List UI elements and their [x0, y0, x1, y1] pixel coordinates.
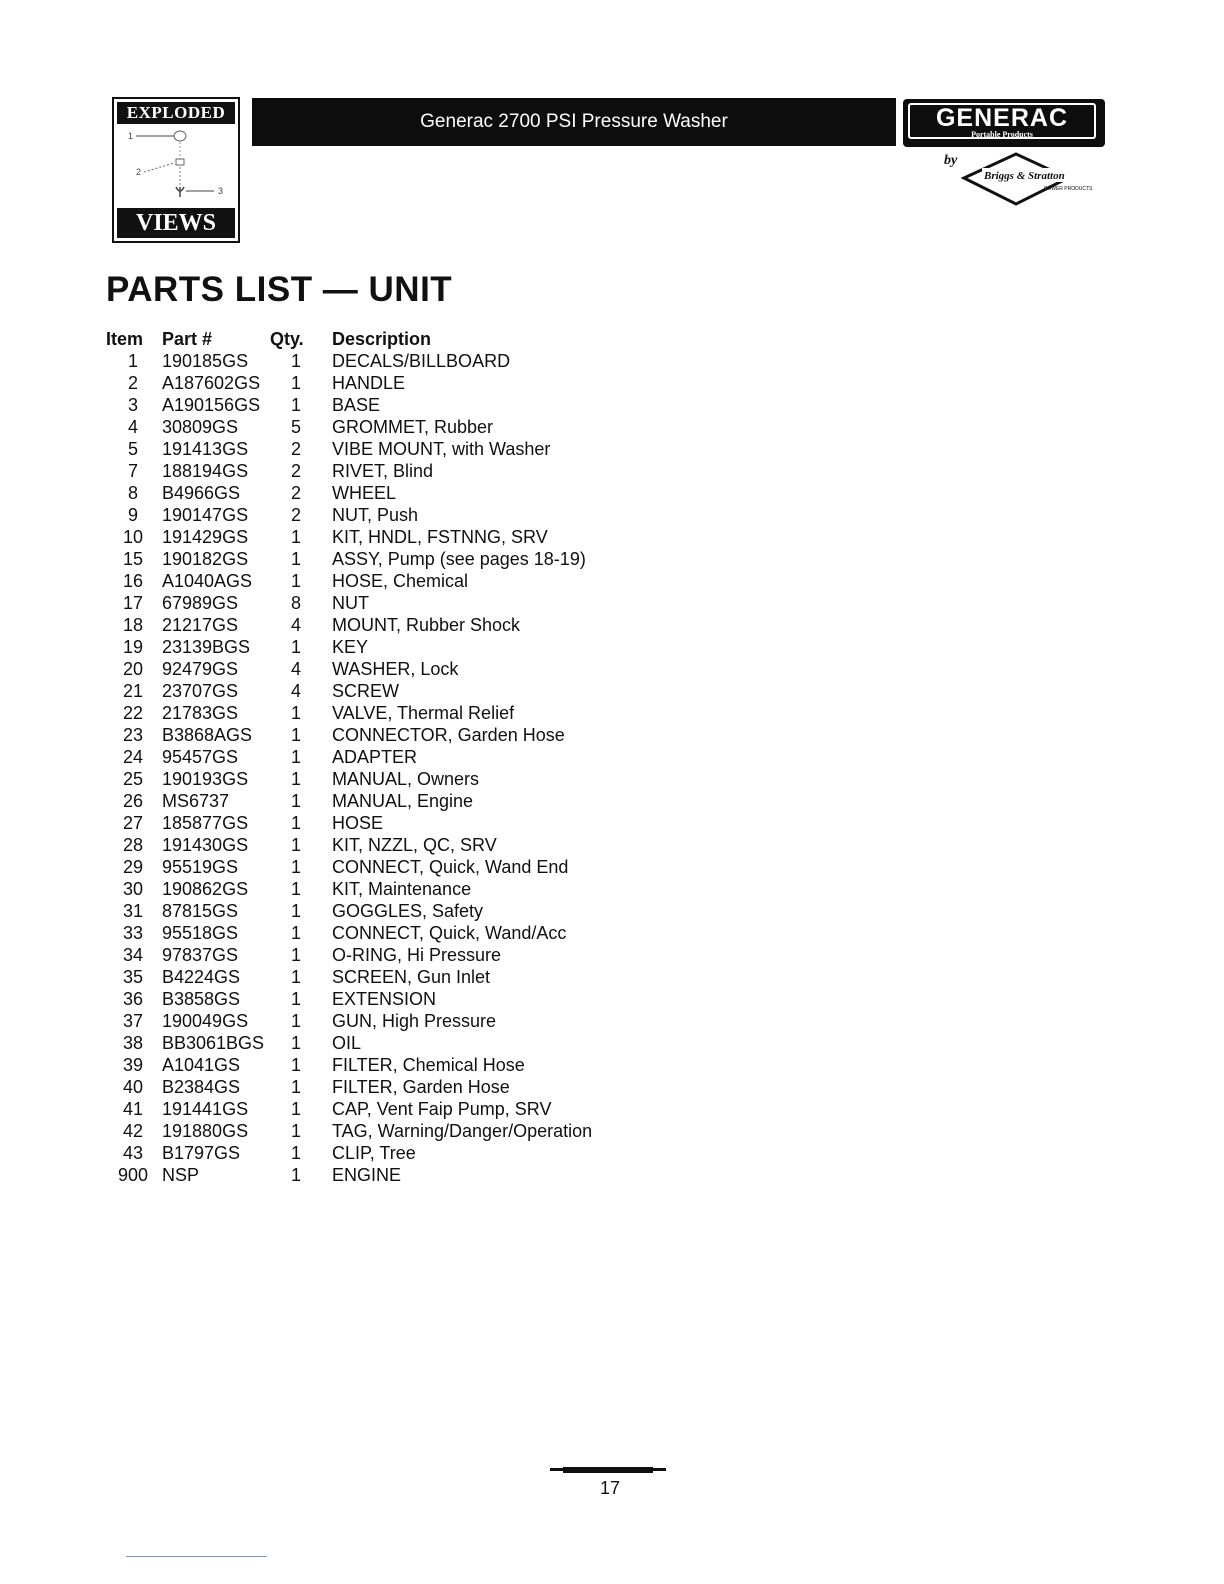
table-row: [106, 1076, 632, 1098]
cell-qty: 1: [290, 1099, 301, 1119]
table-row: [106, 1098, 632, 1120]
table-row: [106, 614, 632, 636]
table-row: [106, 350, 632, 372]
cell-description: CAP, Vent Faip Pump, SRV: [332, 1099, 552, 1119]
cell-description: WASHER, Lock: [332, 659, 459, 679]
cell-description: HOSE, Chemical: [332, 571, 469, 591]
cell-item: 37: [122, 1011, 144, 1031]
cell-qty: 1: [290, 527, 301, 547]
cell-item: 33: [122, 923, 144, 943]
cell-description: CONNECTOR, Garden Hose: [332, 725, 565, 745]
cell-description: EXTENSION: [332, 989, 437, 1009]
cell-part: 97837GS: [162, 945, 239, 965]
cell-item: 29: [122, 857, 144, 877]
cell-item: 3: [127, 395, 138, 415]
cell-description: VALVE, Thermal Relief: [332, 703, 515, 723]
cell-qty: 1: [290, 637, 301, 657]
cell-qty: 1: [290, 703, 301, 723]
table-row: [106, 900, 632, 922]
cell-part: 95519GS: [162, 857, 239, 877]
cell-qty: 1: [290, 1055, 301, 1075]
table-row: [106, 966, 632, 988]
cell-item: 28: [122, 835, 144, 855]
cell-description: CLIP, Tree: [332, 1143, 416, 1163]
cell-part: B2384GS: [162, 1077, 241, 1097]
cell-part: 21783GS: [162, 703, 239, 723]
table-row: [106, 988, 632, 1010]
cell-qty: 1: [290, 835, 301, 855]
cell-qty: 1: [290, 373, 301, 393]
table-row: [106, 944, 632, 966]
table-row: [106, 570, 632, 592]
cell-part: 190193GS: [162, 769, 249, 789]
table-row: [106, 416, 632, 438]
cell-description: GOGGLES, Safety: [332, 901, 484, 921]
cell-part: A1040AGS: [162, 571, 253, 591]
cell-qty: 1: [290, 1165, 301, 1185]
cell-part: 23139BGS: [162, 637, 251, 657]
table-row: [106, 834, 632, 856]
table-row: [106, 724, 632, 746]
header-part: Part #: [162, 329, 213, 349]
cell-item: 15: [122, 549, 144, 569]
cell-part: 190049GS: [162, 1011, 249, 1031]
cell-description: NUT: [332, 593, 369, 613]
cell-part: 190862GS: [162, 879, 249, 899]
cell-description: GUN, High Pressure: [332, 1011, 497, 1031]
document-title-bar: [252, 98, 896, 146]
callout-3: 3: [218, 186, 224, 196]
page-number: 17: [599, 1478, 621, 1498]
cell-part: B4966GS: [162, 483, 241, 503]
cell-part: 95457GS: [162, 747, 239, 767]
cell-item: 27: [122, 813, 144, 833]
cell-part: B1797GS: [162, 1143, 241, 1163]
cell-item: 900: [117, 1165, 149, 1185]
cell-qty: 5: [290, 417, 301, 437]
generac-logo: [903, 99, 1105, 147]
cell-item: 19: [122, 637, 144, 657]
table-row: [106, 526, 632, 548]
briggs-stratton-logo: [956, 150, 1106, 208]
cell-part: 23707GS: [162, 681, 239, 701]
cell-description: KIT, NZZL, QC, SRV: [332, 835, 497, 855]
cell-item: 25: [122, 769, 144, 789]
table-row: [106, 702, 632, 724]
cell-qty: 4: [290, 681, 301, 701]
table-row: [106, 680, 632, 702]
cell-qty: 1: [290, 879, 301, 899]
table-row: [106, 548, 632, 570]
cell-description: WHEEL: [332, 483, 397, 503]
cell-description: SCREW: [332, 681, 399, 701]
cell-qty: 1: [290, 395, 301, 415]
cell-item: 22: [122, 703, 144, 723]
table-row: [106, 922, 632, 944]
cell-description: MANUAL, Engine: [332, 791, 474, 811]
document-title: Generac 2700 PSI Pressure Washer: [420, 111, 728, 132]
cell-qty: 2: [290, 505, 301, 525]
cell-part: B4224GS: [162, 967, 241, 987]
views-label: VIEWS: [117, 208, 235, 238]
parts-table: [106, 328, 632, 1186]
cell-item: 26: [122, 791, 144, 811]
cell-qty: 1: [290, 813, 301, 833]
cell-qty: 1: [290, 945, 301, 965]
cell-item: 2: [127, 373, 138, 393]
cell-item: 21: [122, 681, 144, 701]
cell-part: 87815GS: [162, 901, 239, 921]
cell-qty: 1: [290, 769, 301, 789]
cell-part: 21217GS: [162, 615, 239, 635]
cell-description: NUT, Push: [332, 505, 419, 525]
cell-description: HOSE: [332, 813, 384, 833]
cell-description: FILTER, Chemical Hose: [332, 1055, 525, 1075]
cell-item: 43: [122, 1143, 144, 1163]
cell-description: O-RING, Hi Pressure: [332, 945, 502, 965]
table-row: [106, 592, 632, 614]
cell-item: 7: [127, 461, 138, 481]
cell-qty: 2: [290, 483, 301, 503]
cell-part: A1041GS: [162, 1055, 241, 1075]
cell-part: 191880GS: [162, 1121, 249, 1141]
cell-item: 16: [122, 571, 144, 591]
cell-qty: 1: [290, 1011, 301, 1031]
table-row: [106, 394, 632, 416]
cell-part: 30809GS: [162, 417, 239, 437]
cell-qty: 1: [290, 791, 301, 811]
cell-qty: 1: [290, 989, 301, 1009]
cell-description: ASSY, Pump (see pages 18-19): [332, 549, 586, 569]
cell-part: 190182GS: [162, 549, 249, 569]
cell-item: 35: [122, 967, 144, 987]
table-row: [106, 1142, 632, 1164]
callout-1: 1: [128, 131, 134, 141]
cell-part: 190185GS: [162, 351, 249, 371]
table-row: [106, 1164, 632, 1186]
exploded-diagram-icon: [124, 127, 228, 205]
table-row: [106, 812, 632, 834]
header-qty: Qty.: [270, 329, 304, 349]
table-row: [106, 790, 632, 812]
cell-qty: 1: [290, 725, 301, 745]
cell-item: 31: [122, 901, 144, 921]
cell-qty: 1: [290, 1077, 301, 1097]
parts-table-body: [106, 350, 632, 1186]
table-row: [106, 438, 632, 460]
cell-part: 190147GS: [162, 505, 249, 525]
cell-part: 185877GS: [162, 813, 249, 833]
cell-item: 42: [122, 1121, 144, 1141]
cell-item: 20: [122, 659, 144, 679]
cell-item: 30: [122, 879, 144, 899]
cell-description: KEY: [332, 637, 369, 657]
cell-description: ENGINE: [332, 1165, 402, 1185]
cell-qty: 1: [290, 351, 301, 371]
cell-item: 8: [127, 483, 138, 503]
cell-part: 67989GS: [162, 593, 239, 613]
cell-qty: 2: [290, 461, 301, 481]
cell-item: 38: [122, 1033, 144, 1053]
cell-qty: 1: [290, 747, 301, 767]
partner-sub: POWER PRODUCTS: [1044, 186, 1093, 192]
cell-qty: 1: [290, 1121, 301, 1141]
cell-item: 5: [127, 439, 138, 459]
callout-2: 2: [136, 167, 142, 177]
generac-logo-frame: [908, 103, 1096, 139]
cell-part: 191429GS: [162, 527, 249, 547]
table-row: [106, 372, 632, 394]
table-row: [106, 482, 632, 504]
cell-part: B3868AGS: [162, 725, 253, 745]
cell-qty: 1: [290, 571, 301, 591]
cell-description: MANUAL, Owners: [332, 769, 480, 789]
cell-item: 36: [122, 989, 144, 1009]
table-row: [106, 856, 632, 878]
cell-qty: 4: [290, 659, 301, 679]
cell-qty: 1: [290, 1143, 301, 1163]
cell-description: OIL: [332, 1033, 362, 1053]
table-row: [106, 1120, 632, 1142]
cell-qty: 1: [290, 967, 301, 987]
cell-item: 17: [122, 593, 144, 613]
cell-description: TAG, Warning/Danger/Operation: [332, 1121, 593, 1141]
table-row: [106, 1032, 632, 1054]
exploded-label: EXPLODED: [117, 102, 235, 124]
cell-qty: 1: [290, 1033, 301, 1053]
table-row: [106, 460, 632, 482]
partner-name: Briggs & Stratton: [984, 170, 1065, 182]
cell-description: CONNECT, Quick, Wand End: [332, 857, 569, 877]
table-row: [106, 636, 632, 658]
table-row: [106, 878, 632, 900]
table-header-row: [106, 328, 632, 350]
cell-part: MS6737: [162, 791, 230, 811]
cell-qty: 8: [290, 593, 301, 613]
brand-name: GENERAC: [935, 104, 1068, 132]
cell-item: 10: [122, 527, 144, 547]
cell-description: SCREEN, Gun Inlet: [332, 967, 491, 987]
cell-description: MOUNT, Rubber Shock: [332, 615, 521, 635]
brand-tagline: Portable Products: [971, 130, 1033, 139]
cell-description: CONNECT, Quick, Wand/Acc: [332, 923, 567, 943]
cell-part: A187602GS: [162, 373, 261, 393]
header-item: Item: [106, 329, 144, 349]
cell-part: 191430GS: [162, 835, 249, 855]
cell-description: BASE: [332, 395, 381, 415]
cell-description: VIBE MOUNT, with Washer: [332, 439, 551, 459]
cell-part: 95518GS: [162, 923, 239, 943]
cell-item: 4: [127, 417, 138, 437]
table-row: [106, 658, 632, 680]
cell-part: A190156GS: [162, 395, 261, 415]
table-row: [106, 746, 632, 768]
cell-item: 40: [122, 1077, 144, 1097]
cell-item: 34: [122, 945, 144, 965]
footer-rule: [126, 1556, 267, 1557]
cell-item: 39: [122, 1055, 144, 1075]
table-row: [106, 768, 632, 790]
cell-qty: 1: [290, 549, 301, 569]
cell-qty: 1: [290, 901, 301, 921]
cell-item: 24: [122, 747, 144, 767]
cell-part: BB3061BGS: [162, 1033, 265, 1053]
cell-qty: 1: [290, 857, 301, 877]
cell-qty: 4: [290, 615, 301, 635]
cell-part: B3858GS: [162, 989, 241, 1009]
table-row: [106, 504, 632, 526]
cell-qty: 1: [290, 923, 301, 943]
cell-description: GROMMET, Rubber: [332, 417, 494, 437]
cell-description: HANDLE: [332, 373, 406, 393]
cell-description: FILTER, Garden Hose: [332, 1077, 510, 1097]
cell-part: NSP: [162, 1165, 200, 1185]
cell-part: 191441GS: [162, 1099, 249, 1119]
by-label: by: [944, 153, 958, 168]
cell-item: 1: [127, 351, 138, 371]
cell-qty: 2: [290, 439, 301, 459]
header-description: Description: [332, 329, 432, 349]
cell-part: 188194GS: [162, 461, 249, 481]
cell-part: 92479GS: [162, 659, 239, 679]
cell-description: ADAPTER: [332, 747, 418, 767]
cell-description: KIT, Maintenance: [332, 879, 472, 899]
table-row: [106, 1054, 632, 1076]
table-row: [106, 1010, 632, 1032]
exploded-views-logo: [112, 97, 240, 243]
cell-item: 9: [127, 505, 138, 525]
cell-description: KIT, HNDL, FSTNNG, SRV: [332, 527, 548, 547]
cell-part: 191413GS: [162, 439, 249, 459]
cell-description: RIVET, Blind: [332, 461, 434, 481]
page-title: PARTS LIST — UNIT: [106, 270, 453, 309]
cell-item: 23: [122, 725, 144, 745]
cell-item: 41: [122, 1099, 144, 1119]
cell-description: DECALS/BILLBOARD: [332, 351, 511, 371]
cell-item: 18: [122, 615, 144, 635]
page-mark-bar: [563, 1467, 653, 1473]
